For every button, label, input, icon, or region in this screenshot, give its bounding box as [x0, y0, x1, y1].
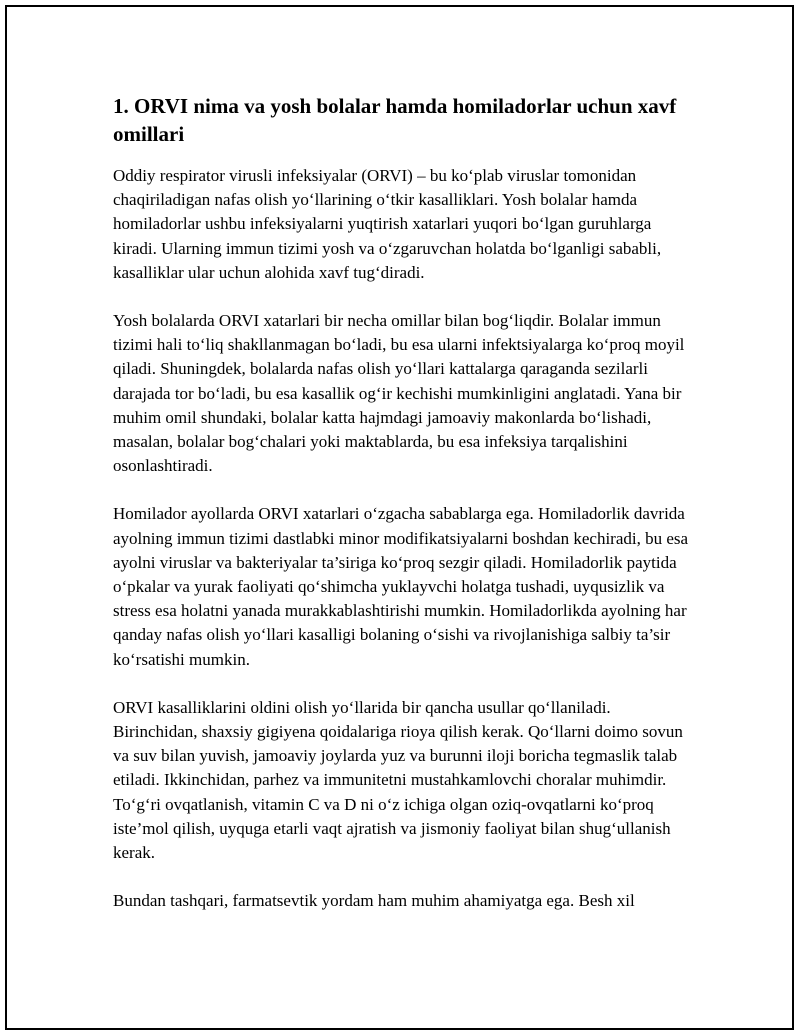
- section-heading: 1. ORVI nima va yosh bolalar hamda homiladorlar uchun xavf omillari: [113, 94, 677, 146]
- paragraph-prevention: ORVI kasalliklarini oldini olish yo‘llarida bir qancha usullar qo‘llaniladi. Birinchidan, shaxsiy gigiyena qoidalariga rioya qilish kerak. Qo‘llarni doimo sovun va suv bilan yuvish, jamoaviy joylarda yuz va burunni iloji boricha tegmaslik talab etiladi. Ikkinchidan, parhez va immunitetni mustahkamlovchi choralar muhimdir. To‘g‘ri ovqatlanish, vitamin C va D ni o‘z ichiga olgan oziq-ovqatlarni ko‘proq iste’mol qilish, uyquga etarli vaqt ajratish va jismoniy faoliyat bilan shug‘ullanish kerak.: [113, 697, 683, 863]
- document-body: [113, 92, 691, 937]
- paragraph-pregnancy-risks: Homilador ayollarda ORVI xatarlari o‘zgacha sabablarga ega. Homiladorlik davrida ayolning immun tizimi dastlabki minor modifikatsiyalarni boshdan kechiradi, bu esa ayolni viruslar va bakteriyalar ta’siriga ko‘proq sezgir qiladi. Homiladorlik paytida o‘pkalar va yurak faoliyati qo‘shimcha yuklayvchi holatga tushadi, uyqusizlik va stress esa holatni yanada murakkablashtirishi mumkin. Homiladorlikda ayolning har qanday nafas olish yo‘llari kasalligi bolaning o‘sishi va rivojlanishiga salbiy ta’sir ko‘rsatishi mumkin.: [113, 504, 689, 669]
- paragraph-children-risks: Yosh bolalarda ORVI xatarlari bir necha omillar bilan bog‘liqdir. Bolalar immun tizimi hali to‘liq shakllanmagan bo‘ladi, bu esa ularni infektsiyalarga ko‘proq moyil qiladi. Shuningdek, bolalarda nafas olish yo‘llari kattalarga qaraganda sezilarli darajada tor bo‘ladi, bu esa kasallik og‘ir kechishi mumkinligini anglatadi. Yana bir muhim omil shundaki, bolalar katta hajmdagi jamoaviy makonlarda bo‘lishadi, masalan, bolalar bog‘chalari yoki maktablarda, bu esa infeksiya tarqalishini osonlashtiradi.: [113, 311, 685, 476]
- paragraph-intro: Oddiy respirator virusli infeksiyalar (ORVI) – bu ko‘plab viruslar tomonidan chaqiriladigan nafas olish yo‘llarining o‘tkir kasalliklari. Yosh bolalar hamda homiladorlar ushbu infeksiyalarni yuqtirish xatarlari yuqori bo‘lgan guruhlarga kiradi. Ularning immun tizimi yosh va o‘zgaruvchan holatda bo‘lganligi sababli, kasalliklar ular uchun alohida xavf tug‘diradi.: [113, 166, 662, 282]
- paragraph-pharmaceutical-help: Bundan tashqari, farmatsevtik yordam ham muhim ahamiyatga ega. Besh xil: [113, 891, 635, 911]
